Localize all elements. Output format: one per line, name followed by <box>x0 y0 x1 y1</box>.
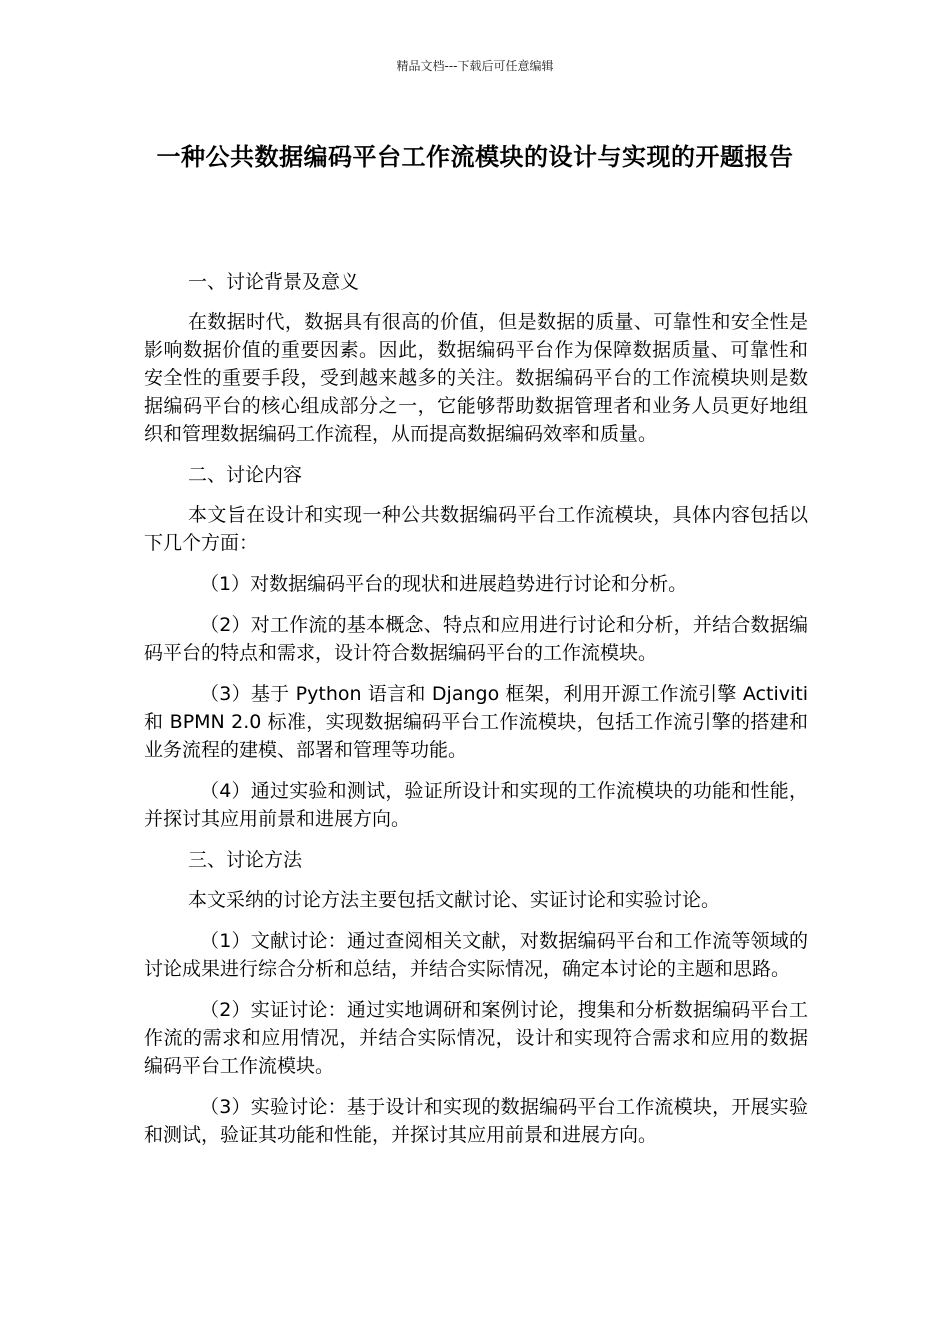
document-body <box>144 268 808 1162</box>
list-item-method-2: （2）实证讨论：通过实地调研和案例讨论，搜集和分析数据编码平台工作流的需求和应用情况，并结合实际情况，设计和实现符合需求和应用的数据编码平台工作流模块。 <box>144 999 808 1077</box>
list-item-method-1: （1）文献讨论：通过查阅相关文献，对数据编码平台和工作流等领域的讨论成果进行综合分析和总结，并结合实际情况，确定本讨论的主题和思路。 <box>144 930 808 980</box>
paragraph-content-intro: 本文旨在设计和实现一种公共数据编码平台工作流模块，具体内容包括以下几个方面： <box>144 504 808 554</box>
paragraph-method-intro: 本文采纳的讨论方法主要包括文献讨论、实证讨论和实验讨论。 <box>188 889 721 911</box>
document-title: 一种公共数据编码平台工作流模块的设计与实现的开题报告 <box>156 143 794 171</box>
section-heading-method: 三、讨论方法 <box>188 849 303 871</box>
list-item-content-4: （4）通过实验和测试，验证所设计和实现的工作流模块的功能和性能，并探讨其应用前景和进展方向。 <box>144 780 808 830</box>
header-note: 精品文档---下载后可任意编辑 <box>396 59 554 73</box>
list-item-content-1: （1）对数据编码平台的现状和进展趋势进行讨论和分析。 <box>200 573 688 595</box>
section-heading-background: 一、讨论背景及意义 <box>188 271 360 293</box>
list-item-content-3: （3）基于 Python 语言和 Django 框架，利用开源工作流引擎 Activiti 和 BPMN 2.0 标准，实现数据编码平台工作流模块，包括工作流引擎的搭建和业务流程的建模、部署和管理等功能。 <box>144 683 808 761</box>
paragraph-background: 在数据时代，数据具有很高的价值，但是数据的质量、可靠性和安全性是影响数据价值的重要因素。因此，数据编码平台作为保障数据质量、可靠性和安全性的重要手段，受到越来越多的关注。数据编码平台的工作流模块则是数据编码平台的核心组成部分之一，它能够帮助数据管理者和业务人员更好地组织和管理数据编码工作流程，从而提高数据编码效率和质量。 <box>144 311 808 445</box>
list-item-content-2: （2）对工作流的基本概念、特点和应用进行讨论和分析，并结合数据编码平台的特点和需求，设计符合数据编码平台的工作流模块。 <box>144 614 808 664</box>
section-heading-content: 二、讨论内容 <box>188 464 303 486</box>
list-item-method-3: （3）实验讨论：基于设计和实现的数据编码平台工作流模块，开展实验和测试，验证其功能和性能，并探讨其应用前景和进展方向。 <box>144 1096 808 1146</box>
